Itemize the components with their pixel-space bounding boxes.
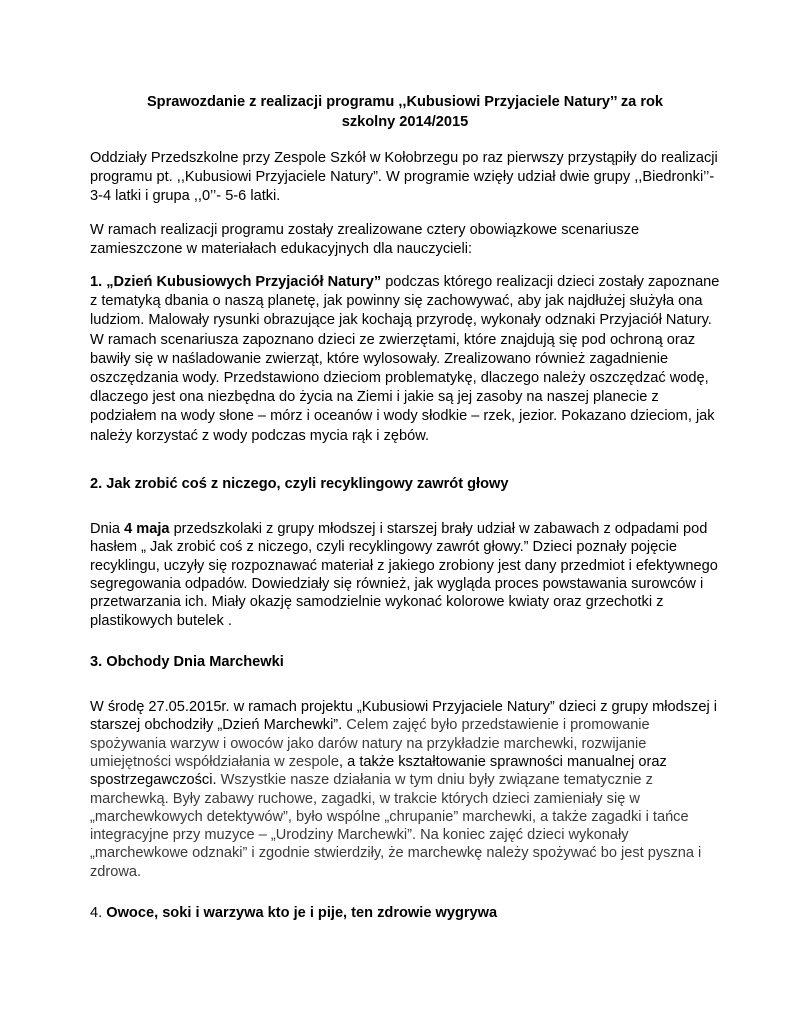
section-3-paragraph xyxy=(90,698,720,881)
realization-paragraph: W ramach realizacji programu zostały zrealizowane cztery obowiązkowe scenariusze zamieszczone w materiałach edukacyjnych dla nauczycieli: xyxy=(90,221,640,257)
document-title xyxy=(90,92,720,132)
section-4-number: 4. xyxy=(90,905,107,921)
section-4-title: Owoce, soki i warzywa kto je i pije, ten zdrowie wygrywa xyxy=(106,905,498,921)
section-3-body-part-3: , a także kształtowanie sprawności manualnej oraz spostrzegawczości. xyxy=(90,753,667,789)
section-3-body-part-2: Celem zajęć było przedstawienie i promowanie spożywania warzyw i owoców jako darów natury na przykładzie marchewki, rozwijanie umiejętności współdziałania w zespole xyxy=(90,717,650,770)
section-3-body-part-4: Wszystkie nasze działania w tym dniu były związane tematycznie z marchewką. Były zabawy ruchowe, zagadki, w trakcie których dzieci zamieniały się w „marchewkowych detektywów”, było wspólne „chrupanie” marchewki, a także zagadki i tańce integracyjne przy muzyce – „Urodziny Marchewki”. Na koniec zajęć dzieci wykonały „marchewkowe odznaki” i zgodnie stwierdziły, że marchewkę należy spożywać bo jest pyszna i zdrowa. xyxy=(90,772,702,880)
section-2-paragraph xyxy=(90,520,720,630)
title-line-1: Sprawozdanie z realizacji programu ,,Kubusiowi Przyjaciele Natury’’ za rok xyxy=(146,94,664,110)
title-line-2: szkolny 2014/2015 xyxy=(341,114,469,130)
section-3-body-part-1: W środę 27.05.2015r. w ramach projektu „Kubusiowi Przyjaciele Natury” dzieci z grupy młodszej i starszej obchodziły „Dzień Marchewki”. xyxy=(90,699,717,734)
section-2-heading: 2. Jak zrobić coś z niczego, czyli recyklingowy zawrót głowy xyxy=(90,475,509,492)
section-1-body: podczas którego realizacji dzieci zostały zapoznane z tematyką dbania o naszą planetę, jak powinny się zachowywać, aby jak najdłużej służyła ona ludziom. Malowały rysunki obrazujące jak kochają przyrodę, wykonały odznaki Przyjaciół Natury. W ramach scenariusza zapoznano dzieci ze zwierzętami, które znajdują się pod ochroną oraz bawiły się w naśladowanie zwierząt, które wylosowały. Zrealizowano również zagadnienie oszczędzania wody. Przedstawiono dzieciom problematykę, dlaczego należy oszczędzać wodę, dlaczego jest ona niezbędna do życia na Ziemi i jakie są jej zasoby na naszej planecie z podziałem na wody słone – mórz i oceanów i wody słodkie – rzek, jezior. Pokazano dzieciom, jak należy korzystać z wody podczas mycia rąk i zębów. xyxy=(90,274,720,444)
section-1-paragraph xyxy=(90,273,720,446)
document-page xyxy=(90,92,720,949)
section-2-body-post: przedszkolaki z grupy młodszej i starszej brały udział w zabawach z odpadami pod hasłem „ Jak zrobić coś z niczego, czyli recyklingowy zawrót głowy.” Dzieci poznały pojęcie recyklingu, uczyły się rozpoznawać materiał z jakiego zrobiony jest dany przedmiot i efektywnego segregowania odpadów. Dowiedziały się również, jak wygląda proces powstawania surowców i przetwarzania ich. Miały okazję samodzielnie wykonać kolorowe kwiaty oraz grzechotki z plastikowych butelek . xyxy=(90,521,718,629)
section-3-heading: 3. Obchody Dnia Marchewki xyxy=(90,653,284,670)
section-2-date: 4 maja xyxy=(124,521,170,538)
intro-paragraph: Oddziały Przedszkolne przy Zespole Szkół w Kołobrzegu po raz pierwszy przystąpiły do realizacji programu pt. ,,Kubusiowi Przyjaciele Natury”. W programie wzięły udział dwie grupy ,,Biedronki’’- 3-4 latki i grupa ,,0’’- 5-6 latki. xyxy=(90,150,718,205)
section-4-heading xyxy=(90,904,720,923)
section-1-title: 1. „Dzień Kubusiowych Przyjaciół Natury” xyxy=(90,274,382,291)
section-2-body-pre: Dnia xyxy=(90,521,125,538)
